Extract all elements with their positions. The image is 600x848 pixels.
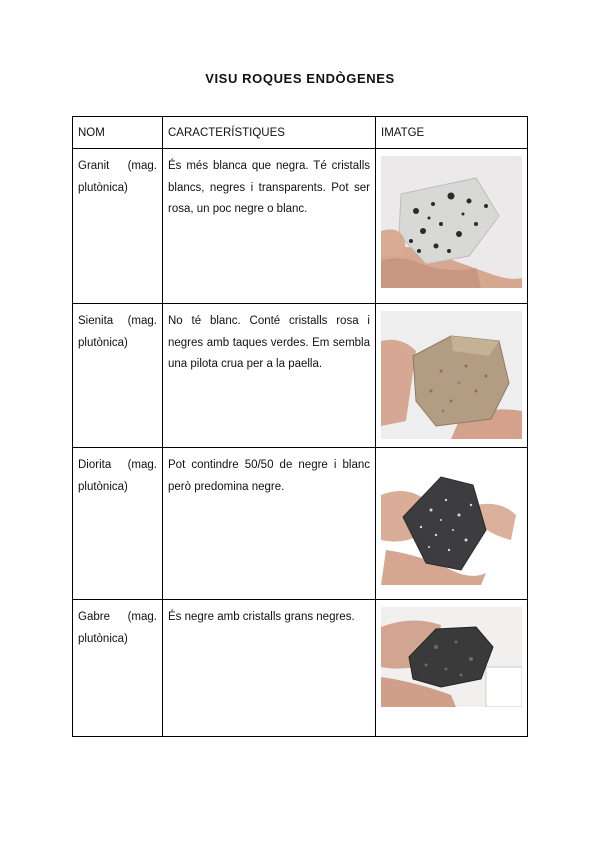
rock-characteristics: Pot contindre 50/50 de negre i blanc però predomina negre. bbox=[163, 448, 376, 600]
rock-name: Gabre (mag. plutònica) bbox=[73, 600, 163, 737]
table-row bbox=[73, 600, 528, 737]
rock-characteristics: No té blanc. Conté cristalls rosa i negres amb taques verdes. Em sembla una pilota crua per a la paella. bbox=[163, 304, 376, 448]
table-header-row bbox=[73, 117, 528, 149]
rock-name: Granit (mag. plutònica) bbox=[73, 149, 163, 304]
rock-image-cell bbox=[376, 304, 528, 448]
rock-name: Sienita (mag. plutònica) bbox=[73, 304, 163, 448]
header-imatge: IMATGE bbox=[376, 117, 528, 149]
rock-characteristics: És negre amb cristalls grans negres. bbox=[163, 600, 376, 737]
rock-image-cell bbox=[376, 149, 528, 304]
rock-name: Diorita (mag. plutònica) bbox=[73, 448, 163, 600]
header-nom: NOM bbox=[73, 117, 163, 149]
gabbro-photo bbox=[381, 607, 522, 707]
header-caracteristiques: CARACTERÍSTIQUES bbox=[163, 117, 376, 149]
rocks-table bbox=[72, 116, 528, 737]
syenite-photo bbox=[381, 311, 522, 439]
table-row bbox=[73, 149, 528, 304]
table-row bbox=[73, 448, 528, 600]
rock-image-cell bbox=[376, 448, 528, 600]
diorite-photo bbox=[381, 455, 522, 585]
table-row bbox=[73, 304, 528, 448]
rock-image-cell bbox=[376, 600, 528, 737]
rock-characteristics: És més blanca que negra. Té cristalls blancs, negres i transparents. Pot ser rosa, un poc negre o blanc. bbox=[163, 149, 376, 304]
page-title: VISU ROQUES ENDÒGENES bbox=[205, 71, 395, 86]
granite-photo bbox=[381, 156, 522, 288]
